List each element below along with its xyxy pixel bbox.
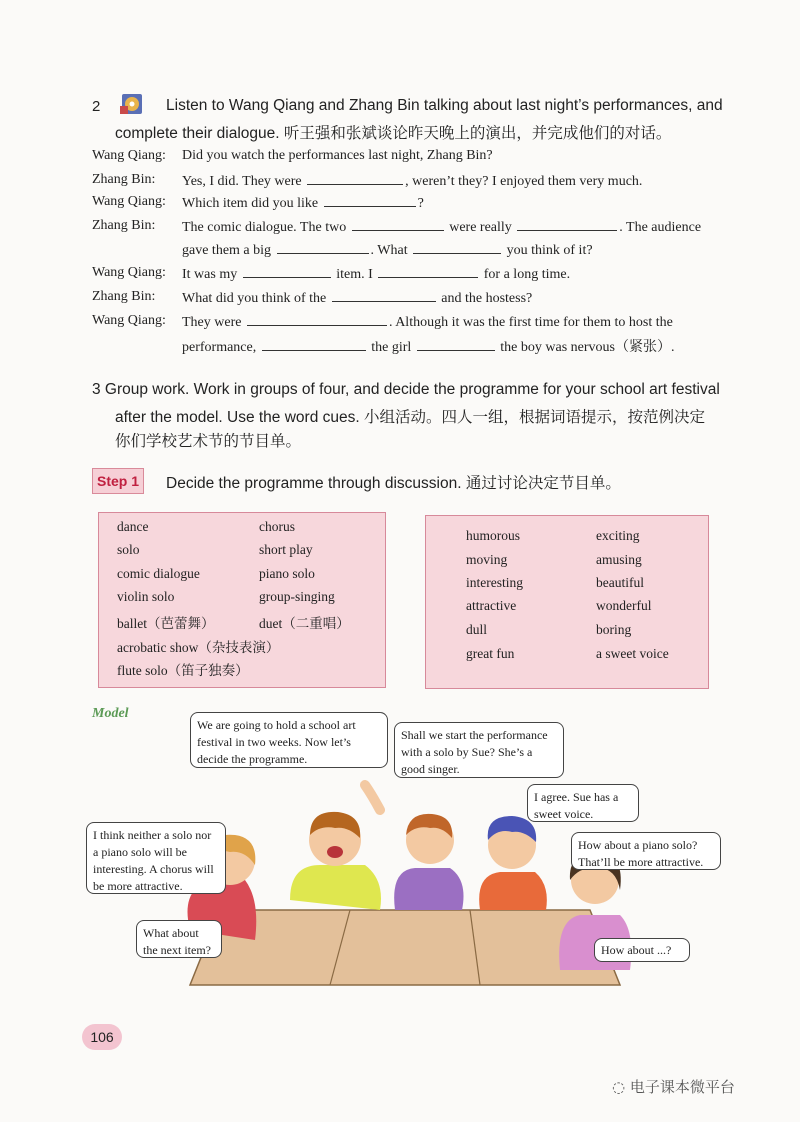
speech-text: and the hostess? <box>441 291 533 306</box>
adjective-word: exciting <box>596 528 640 543</box>
adjective-word: wonderful <box>596 598 652 613</box>
answer-blank[interactable] <box>247 313 387 326</box>
speech-text: Yes, I did. They were <box>182 174 302 189</box>
footer-watermark <box>612 1076 735 1097</box>
speech-text: They were <box>182 315 242 330</box>
adjective-word-box <box>425 515 709 689</box>
speech-text: for a long time. <box>483 267 571 282</box>
programme-word: violin solo <box>117 589 175 604</box>
speaker: Zhang Bin: <box>92 172 156 187</box>
answer-blank[interactable] <box>517 218 617 231</box>
speech-text: ? <box>417 196 424 211</box>
adjective-word: amusing <box>596 552 642 567</box>
speech-text: Which item did you like <box>182 196 319 211</box>
speech-bubble: How about ...? <box>594 938 690 962</box>
speech-bubble: How about a piano solo? That’ll be more attractive. <box>571 832 721 870</box>
speech-text: It was my <box>182 267 238 282</box>
programme-word-box <box>98 512 386 688</box>
cd-listening-icon <box>118 92 148 116</box>
adjective-word: a sweet voice <box>596 646 669 661</box>
speech-bubble: We are going to hold a school art festival in two weeks. Now let’s decide the programme. <box>190 712 388 768</box>
speech-text: , weren’t they? I enjoyed them very much. <box>405 174 643 189</box>
speech <box>182 313 673 331</box>
speech-bubble: I agree. Sue has a sweet voice. <box>527 784 639 822</box>
speaker: Wang Qiang: <box>92 313 166 328</box>
programme-word: chorus <box>259 519 295 534</box>
exercise-number: 2 <box>92 98 101 115</box>
model-label: Model <box>92 706 129 721</box>
adjective-word: beautiful <box>596 575 644 590</box>
programme-word: group-singing <box>259 589 335 604</box>
speaker: Zhang Bin: <box>92 289 156 304</box>
speech <box>182 172 642 190</box>
programme-word: flute solo（笛子独奏） <box>117 663 249 678</box>
programme-word: ballet（芭蕾舞） <box>117 616 215 631</box>
speech-text: item. I <box>336 267 373 282</box>
adjective-word: humorous <box>466 528 520 543</box>
speech <box>182 289 532 307</box>
speech-text: the girl <box>371 340 412 355</box>
programme-word: solo <box>117 542 140 557</box>
speech-text: . The audience <box>619 220 702 235</box>
speaker: Wang Qiang: <box>92 265 166 280</box>
speech-text: performance, <box>182 340 257 355</box>
speech <box>182 218 701 236</box>
programme-word: duet（二重唱） <box>259 616 350 631</box>
adjective-word: moving <box>466 552 508 567</box>
programme-word: acrobatic show（杂技表演） <box>117 640 280 655</box>
adjective-word: interesting <box>466 575 523 590</box>
answer-blank[interactable] <box>413 241 501 254</box>
adjective-word: boring <box>596 622 632 637</box>
speech-text: . What <box>370 243 408 258</box>
step-label: Step 1 <box>92 468 144 494</box>
programme-word: dance <box>117 519 149 534</box>
speaker: Wang Qiang: <box>92 194 166 209</box>
speaker: Zhang Bin: <box>92 218 156 233</box>
speech-text: the boy was nervous（紧张）. <box>500 340 675 355</box>
footer-text: 电子课本微平台 <box>629 1078 735 1096</box>
adjective-word: dull <box>466 622 488 637</box>
adjective-word: great fun <box>466 646 515 661</box>
programme-word: comic dialogue <box>117 566 200 581</box>
answer-blank[interactable] <box>352 218 444 231</box>
speaker: Wang Qiang: <box>92 148 166 163</box>
page-number: 106 <box>82 1024 122 1050</box>
answer-blank[interactable] <box>262 338 366 351</box>
speech-text: were really <box>449 220 512 235</box>
boy-orange <box>479 816 547 910</box>
speech: Did you watch the performances last night, Zhang Bin? <box>182 148 493 163</box>
programme-word: short play <box>259 542 313 557</box>
exercise3-instruction-line2: after the model. Use the word cues. 小组活动。四人一组，根据词语提示，按范例决定 <box>115 409 705 426</box>
speech <box>182 265 570 283</box>
speech <box>182 241 593 259</box>
programme-word: piano solo <box>259 566 315 581</box>
speech <box>182 194 424 212</box>
speech <box>182 336 674 356</box>
answer-blank[interactable] <box>378 265 478 278</box>
exercise3-instruction-line1: 3 Group work. Work in groups of four, and decide the programme for your school art festival <box>92 381 720 398</box>
answer-blank[interactable] <box>324 194 416 207</box>
answer-blank[interactable] <box>243 265 331 278</box>
answer-blank[interactable] <box>332 289 436 302</box>
adjective-word: attractive <box>466 598 517 613</box>
speech-bubble: Shall we start the performance with a solo by Sue? She’s a good singer. <box>394 722 564 778</box>
speech-text: The comic dialogue. The two <box>182 220 347 235</box>
step-instruction: Decide the programme through discussion. 通过讨论决定节目单。 <box>166 475 621 492</box>
exercise2-instruction-line1: Listen to Wang Qiang and Zhang Bin talking about last night’s performances, and <box>166 97 723 114</box>
answer-blank[interactable] <box>307 172 403 185</box>
answer-blank[interactable] <box>417 338 495 351</box>
speech-text: you think of it? <box>506 243 593 258</box>
speech-text: gave them a big <box>182 243 272 258</box>
speech-text: . Although it was the first time for them to host the <box>388 315 673 330</box>
speech-bubble: What about the next item? <box>136 920 222 958</box>
exercise3-instruction-line3: 你们学校艺术节的节目单。 <box>115 433 302 450</box>
speech-bubble: I think neither a solo nor a piano solo will be interesting. A chorus will be more attractive. <box>86 822 226 894</box>
boy-yellow <box>290 812 381 910</box>
answer-blank[interactable] <box>277 241 369 254</box>
chat-icon: ◌ <box>612 1078 626 1096</box>
speech-text: What did you think of the <box>182 291 327 306</box>
exercise2-instruction-line2: complete their dialogue. 听王强和张斌谈论昨天晚上的演出，并完成他们的对话。 <box>115 125 672 142</box>
